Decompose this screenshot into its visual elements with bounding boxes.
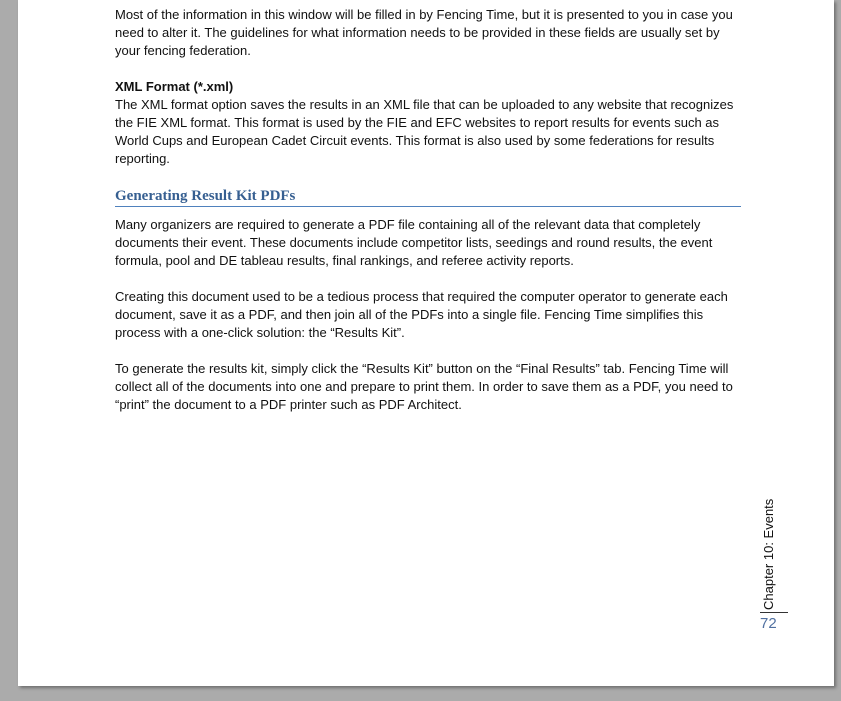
page-number: 72 [760, 615, 777, 632]
document-page [18, 0, 834, 686]
result-kit-paragraph-3: To generate the results kit, simply click the “Results Kit” button on the “Final Results” tab. Fencing Time will collect all of the documents into one and prepare to print them. In order to save them as a PDF, you need to “print” the document to a PDF printer such as PDF Architect. [115, 361, 733, 412]
chapter-label: Chapter 10: Events [761, 498, 776, 610]
page-content [115, 6, 745, 432]
xml-format-subheading: XML Format (*.xml) [115, 79, 234, 94]
result-kit-paragraph-2: Creating this document used to be a tedious process that required the computer operator to generate each document, save it as a PDF, and then join all of the PDFs into a single file. Fencing Time simplifies this process with a one-click solution: the “Results Kit”. [115, 289, 728, 340]
footer-horizontal-rule [760, 612, 788, 613]
intro-paragraph: Most of the information in this window will be filled in by Fencing Time, but it is presented to you in case you need to alter it. The guidelines for what information needs to be provided in these fields are usually set by your fencing federation. [115, 7, 733, 58]
section-heading: Generating Result Kit PDFs [115, 188, 296, 204]
section-heading-underline [115, 186, 741, 207]
xml-format-paragraph: The XML format option saves the results in an XML file that can be uploaded to any website that recognizes the FIE XML format. This format is used by the FIE and EFC websites to report results for events such as World Cups and European Cadet Circuit events. This format is also used by some federations for results reporting. [115, 97, 734, 166]
result-kit-paragraph-1: Many organizers are required to generate a PDF file containing all of the relevant data that completely documents their event. These documents include competitor lists, seedings and round results, the event formula, pool and DE tableau results, final rankings, and referee activity reports. [115, 217, 713, 268]
page-footer [742, 470, 792, 640]
